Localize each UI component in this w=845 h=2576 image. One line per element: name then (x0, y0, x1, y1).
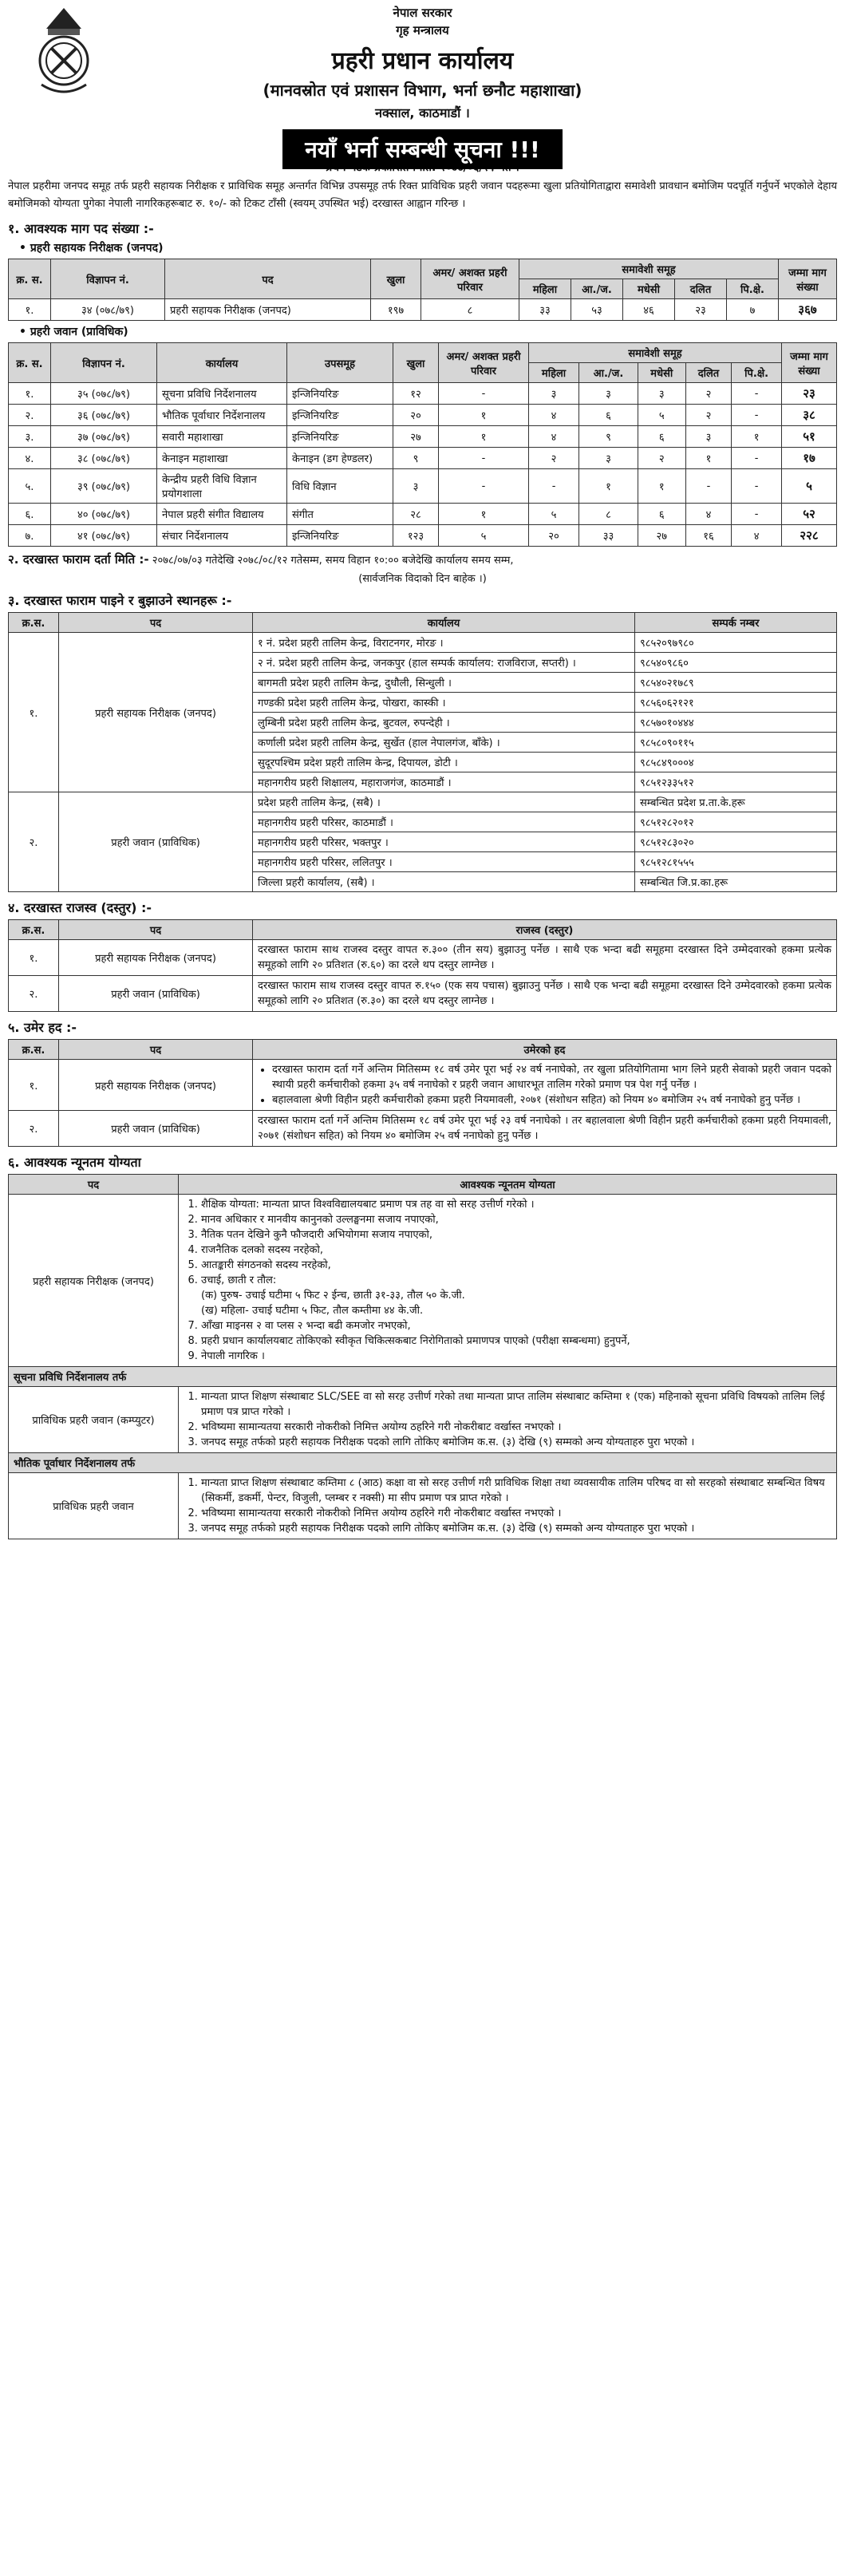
table-row: प्राविधिक प्रहरी जवान 1. मान्यता प्राप्त शिक्षण संस्थाबाट कम्तिमा ८ (आठ) कक्षा वा सो सरह उत्तीर्ण गरी प्राविधिक शिक्षा तथा व्यवसायीक तालिम परिषद वा सो सरहको संस्थाबाट सम्बन्धित विषय (सिकर्मी, डकर्मी, पेन्टर, विजुली, प्लम्बर र नक्सी) मा सीप प्रमाण पत्र प्राप्त गरेको । 2. भविष्यमा सामान्यतया सरकारी नोकरीको निमित्त अयोग्य ठहरिने गरी नोकरीबाट वर्खास्त नभएको । 3. जनपद समूह तर्फको प्रहरी सहायक निरीक्षक पदको लागि तोकिए बमोजिम क.स. (३) देखि (९) सम्मको अन्य योग्यताहरु पुरा भएको । (9, 1473, 837, 1539)
holiday-note: (सार्वजनिक विदाको दिन बाहेक ।) (358, 573, 487, 585)
section-4-title: ४. दरखास्त राजस्व (दस्तुर) :- (8, 900, 152, 915)
col-open: खुला (371, 259, 421, 299)
application-date (8, 551, 837, 569)
table-row: १. प्रहरी सहायक निरीक्षक (जनपद) दरखास्त फाराम साथ राजस्व दस्तुर वापत रु.३०० (तीन सय) बुझाउनु पर्नेछ । साथै एक भन्दा बढी समूहमा दरखास्त दिने उम्मेदवारको हकमा प्रत्येक समूहको लागि २० प्रतिशत (रु.६०) का दरले थप दस्तुर लाग्नेछ । (9, 940, 837, 976)
table-row: महानगरीय प्रहरी शिक्षालय, महाराजगंज, काठमाडौं । ९८५१२३३५१२ (9, 772, 837, 792)
notice-header (8, 0, 837, 163)
col-martyr: अमर/ अशक्त प्रहरी परिवार (421, 259, 519, 299)
gov-name: नेपाल सरकार (393, 6, 452, 20)
notice-title: नयाँ भर्ना सम्बन्धी सूचना !!! (282, 129, 563, 169)
table-row: जिल्ला प्रहरी कार्यालय, (सबै) । सम्बन्धित जि.प्र.का.हरू (9, 872, 837, 892)
fee-table: क्र.स. पद राजस्व (दस्तुर) १. प्रहरी सहायक निरीक्षक (जनपद) दरखास्त फाराम साथ राजस्व दस्तुर वापत रु.३०० (तीन सय) बुझाउनु पर्नेछ । साथै एक भन्दा बढी समूहमा दरखास्त दिने उम्मेदवारको हकमा प्रत्येक समूहको लागि २० प्रतिशत (रु.६०) का दरले थप दस्तुर लाग्नेछ । २. प्रहरी जवान (प्राविधिक) दरखास्त फाराम साथ राजस्व दस्तुर वापत रु.१५० (एक सय पचास) बुझाउनु पर्नेछ । साथै एक भन्दा बढी समूहमा दरखास्त दिने उम्मेदवारको हकमा प्रत्येक समूहको लागि २० प्रतिशत (रु.३०) का दरले थप दस्तुर लाग्नेछ । (8, 919, 837, 1012)
table-row: महानगरीय प्रहरी परिसर, ललितपुर । ९८५१२८१५५५ (9, 852, 837, 872)
col-total: जम्मा माग संख्या (779, 259, 837, 299)
table-row: महानगरीय प्रहरी परिसर, काठमाडौं । ९८५१२८२०१२ (9, 812, 837, 832)
col-adv: विज्ञापन नं. (51, 259, 165, 299)
section-2-title: २. दरखास्त फाराम दर्ता मिति :- (8, 552, 149, 567)
ministry-name: गृह मन्त्रालय (396, 23, 449, 38)
table-row: २ नं. प्रदेश प्रहरी तालिम केन्द्र, जनकपुर (हाल सम्पर्क कार्यालय: राजविराज, सप्तरी) । ९८५४०९८६० (9, 653, 837, 673)
demand-table-constable: क्र. स. विज्ञापन नं. कार्यालय उपसमूह खुला अमर/ अशक्त प्रहरी परिवार समावेशी समूह जम्मा माग संख्या महिला आ./ज. मधेसी दलित पि.क्षे. १. ३५ (०७८/७९) सूचना प्रविधि निर्देशनालय इन्जिनियरिङ १२ - ३ ३ ३ २ - २३ २. ३६ (०७८/७९) भौतिक पूर्वाधार निर्देशनालय इन्जिनियरिङ २० १ ४ ६ ५ २ - ३८ ३. ३७ (०७८/७९) सवारी महाशाखा इन्जिनियरिङ २७ १ ४ ९ ६ ३ १ ५१ ४. ३८ (०७८/७९) केनाइन महाशाखा केनाइन (डग हेण्डलर) ९ - २ ३ २ १ - १७ ५. ३९ (०७८/७९) केन्द्रीय प्रहरी विधि विज्ञान प्रयोगशाला विधि विज्ञान ३ - - १ १ - - ५ ६. ४० (०७८/७९) नेपाल प्रहरी संगीत विद्यालय संगीत २८ १ ५ ८ ६ ४ - ५२ ७. ४१ (०७८/७९) संचार निर्देशनालय इन्जिनियरिङ १२३ ५ २० ३३ २७ १६ ४ २२८ (8, 342, 837, 547)
it-section-row: सूचना प्रविधि निर्देशनालय तर्फ (9, 1367, 837, 1387)
table-row: प्राविधिक प्रहरी जवान (कम्प्युटर) 1. मान्यता प्राप्त शिक्षण संस्थाबाट SLC/SEE वा सो सरह उत्तीर्ण गरेको तथा मान्यता प्राप्त तालिम संस्थाबाट कम्तिमा १ (एक) महिनाको सूचना प्रविधि विषयको तालिम लिई प्रमाण पत्र प्राप्त गरेको । 2. भविष्यमा सामान्यतया सरकारी नोकरीको निमित्त अयोग्य ठहरिने गरी नोकरीबाट वर्खास्त नभएको । 3. जनपद समूह तर्फको प्रहरी सहायक निरीक्षक पदको लागि तोकिए बमोजिम क.स. (३) देखि (९) सम्मको अन्य योग्यताहरु पुरा भएको । (9, 1387, 837, 1453)
section-6-title: ६. आवश्यक न्यूनतम योग्यता (8, 1155, 141, 1170)
section-3-title: ३. दरखास्त फाराम पाइने र बुझाउने स्थानहरू :- (8, 593, 232, 608)
col-backward: पि.क्षे. (727, 279, 779, 299)
infra-section-row: भौतिक पूर्वाधार निर्देशनालय तर्फ (9, 1453, 837, 1473)
table-row: ३. ३७ (०७८/७९) सवारी महाशाखा इन्जिनियरिङ २७ १ ४ ९ ६ ३ १ ५१ (9, 426, 837, 448)
infra-qualification-list: 1. मान्यता प्राप्त शिक्षण संस्थाबाट कम्तिमा ८ (आठ) कक्षा वा सो सरह उत्तीर्ण गरी प्राविधिक शिक्षा तथा व्यवसायीक तालिम परिषद वा सो सरहको संस्थाबाट सम्बन्धित विषय (सिकर्मी, डकर्मी, पेन्टर, विजुली, प्लम्बर र नक्सी) मा सीप प्रमाण पत्र प्राप्त गरेको । 2. भविष्यमा सामान्यतया सरकारी नोकरीको निमित्त अयोग्य ठहरिने गरी नोकरीबाट वर्खास्त नभएको । 3. जनपद समूह तर्फको प्रहरी सहायक निरीक्षक पदको लागि तोकिए बमोजिम क.स. (३) देखि (९) सम्मको अन्य योग्यताहरु पुरा भएको । (184, 1476, 831, 1536)
table-row: १. ३५ (०७८/७९) सूचना प्रविधि निर्देशनालय इन्जिनियरिङ १२ - ३ ३ ३ २ - २३ (9, 383, 837, 405)
col-women: महिला (519, 279, 571, 299)
asi-qualification-list: 1. शैक्षिक योग्यता: मान्यता प्राप्त विश्वविद्यालयबाट प्रमाण पत्र तह वा सो सरह उत्तीर्ण गरेको । 2. मानव अधिकार र मानवीय कानुनको उल्लङ्घनमा सजाय नपाएको, 3. नैतिक पतन देखिने कुनै फौजदारी अभियोगमा सजाय नपाएको, 4. राजनैतिक दलको सदस्य नरहेको, 5. आतङ्कारी संगठनको सदस्य नरहेको, 6. उचाई, छाती र तौल: (क) पुरुष- उचाई घटीमा ५ फिट २ ईन्च, छाती ३१-३३, तौल ५० के.जी. (ख) महिला- उचाई घटीमा ५ फिट, तौल कम्तीमा ४४ के.जी. 7. आँखा माइनस २ वा प्लस २ भन्दा बढी कमजोर नभएको, 8. प्रहरी प्रधान कार्यालयबाट तोकिएको स्वीकृत चिकित्सकबाट निरोगिताको प्रमाणपत्र पाएको (परीक्षा सम्बन्धमा) हुनुपर्ने, 9. नेपाली नागरिक । (184, 1197, 831, 1364)
sub-heading-asi: • प्रहरी सहायक निरीक्षक (जनपद) (19, 242, 164, 255)
section-1-title: १. आवश्यक माग पद संख्या :- (8, 221, 154, 236)
table-row: २. ३६ (०७८/७९) भौतिक पूर्वाधार निर्देशनालय इन्जिनियरिङ २० १ ४ ६ ५ २ - ३८ (9, 405, 837, 426)
table-row: बागमती प्रदेश प्रहरी तालिम केन्द्र, दुधौली, सिन्धुली । ९८५४०२१७८९ (9, 673, 837, 693)
table-row: १. ३४ (०७८/७९) प्रहरी सहायक निरीक्षक (जनपद) १९७ ८ ३३ ५३ ४६ २३ ७ ३६७ (9, 299, 837, 321)
sub-heading-constable: • प्रहरी जवान (प्राविधिक) (19, 326, 128, 338)
age-list: • दरखास्त फाराम दर्ता गर्ने अन्तिम मितिसम्म १८ वर्ष उमेर पूरा भई २४ वर्ष ननाघेको, तर खुला प्रतियोगितामा भाग लिने प्रहरी सेवाको प्रहरी जवान पदको स्थायी प्रहरी कर्मचारीको हकमा ३५ वर्ष ननाघेको र प्रहरी जवान आधारभूत तालिम गरेको प्रमाण पत्र पेश गर्नु पर्नेछ । • बहालवाला श्रेणी विहीन प्रहरी कर्मचारीको हकमा प्रहरी नियमावली, २०७१ (संशोधन सहित) को नियम ४० बमोजिम २५ वर्ष ननाघेको हुनु पर्नेछ । (258, 1062, 831, 1108)
qualification-table: पद आवश्यक न्यूनतम योग्यता प्रहरी सहायक निरीक्षक (जनपद) 1. शैक्षिक योग्यता: मान्यता प्राप्त विश्वविद्यालयबाट प्रमाण पत्र तह वा सो सरह उत्तीर्ण गरेको । 2. मानव अधिकार र मानवीय कानुनको उल्लङ्घनमा सजाय नपाएको, 3. नैतिक पतन देखिने कुनै फौजदारी अभियोगमा सजाय नपाएको, 4. राजनैतिक दलको सदस्य नरहेको, 5. आतङ्कारी संगठनको सदस्य नरहेको, 6. उचाई, छाती र तौल: (क) पुरुष- उचाई घटीमा ५ फिट २ ईन्च, छाती ३१-३३, तौल ५० के.जी. (ख) महिला- उचाई घटीमा ५ फिट, तौल कम्तीमा ४४ के.जी. 7. आँखा माइनस २ वा प्लस २ भन्दा बढी कमजोर नभएको, 8. प्रहरी प्रधान कार्यालयबाट तोकिएको स्वीकृत चिकित्सकबाट निरोगिताको प्रमाणपत्र पाएको (परीक्षा सम्बन्धमा) हुनुपर्ने, 9. नेपाली नागरिक । सूचना प्रविधि निर्देशनालय तर्फ प्राविधिक प्रहरी जवान (कम्प्युटर) 1. मान्यता प्राप्त शिक्षण संस्थाबाट SLC/SEE वा सो सरह उत्तीर्ण गरेको तथा मान्यता प्राप्त तालिम संस्थाबाट कम्तिमा १ (एक) महिनाको सूचना प्रविधि विषयको तालिम लिई प्रमाण पत्र प्राप्त गरेको । 2. भविष्यमा सामान्यतया सरकारी नोकरीको निमित्त अयोग्य ठहरिने गरी नोकरीबाट वर्खास्त नभएको । 3. जनपद समूह तर्फको प्रहरी सहायक निरीक्षक पदको लागि तोकिए बमोजिम क.स. (३) देखि (९) सम्मको अन्य योग्यताहरु पुरा भएको । भौतिक पूर्वाधार निर्देशनालय तर्फ प्राविधिक प्रहरी जवान 1. मान्यता प्राप्त शिक्षण संस्थाबाट कम्तिमा ८ (आठ) कक्षा वा सो सरह उत्तीर्ण गरी प्राविधिक शिक्षा तथा व्यवसायीक तालिम परिषद वा सो सरहको संस्थाबाट सम्बन्धित विषय (सिकर्मी, डकर्मी, पेन्टर, विजुली, प्लम्बर र नक्सी) मा सीप प्रमाण पत्र प्राप्त गरेको । 2. भविष्यमा सामान्यतया सरकारी नोकरीको निमित्त अयोग्य ठहरिने गरी नोकरीबाट वर्खास्त नभएको । 3. जनपद समूह तर्फको प्रहरी सहायक निरीक्षक पदको लागि तोकिए बमोजिम क.स. (३) देखि (९) सम्मको अन्य योग्यताहरु पुरा भएको । (8, 1174, 837, 1539)
age-table: क्र.स. पद उमेरको हद १. प्रहरी सहायक निरीक्षक (जनपद) • दरखास्त फाराम दर्ता गर्ने अन्तिम मितिसम्म १८ वर्ष उमेर पूरा भई २४ वर्ष ननाघेको, तर खुला प्रतियोगितामा भाग लिने प्रहरी सेवाको प्रहरी जवान पदको स्थायी प्रहरी कर्मचारीको हकमा ३५ वर्ष ननाघेको र प्रहरी जवान आधारभूत तालिम गरेको प्रमाण पत्र पेश गर्नु पर्नेछ । • बहालवाला श्रेणी विहीन प्रहरी कर्मचारीको हकमा प्रहरी नियमावली, २०७१ (संशोधन सहित) को नियम ४० बमोजिम २५ वर्ष ननाघेको हुनु पर्नेछ । २. प्रहरी जवान (प्राविधिक) दरखास्त फाराम दर्ता गर्ने अन्तिम मितिसम्म १८ वर्ष उमेर पूरा भई २३ वर्ष ननाघेको । तर बहालवाला श्रेणी विहीन प्रहरी कर्मचारीको हकमा प्रहरी नियमावली, २०७१ (संशोधन सहित) को नियम ४० बमोजिम २५ वर्ष ननाघेको हुनु पर्नेछ । (8, 1039, 837, 1147)
col-post: पद (165, 259, 371, 299)
table-row: प्रहरी सहायक निरीक्षक (जनपद) 1. शैक्षिक योग्यता: मान्यता प्राप्त विश्वविद्यालयबाट प्रमाण पत्र तह वा सो सरह उत्तीर्ण गरेको । 2. मानव अधिकार र मानवीय कानुनको उल्लङ्घनमा सजाय नपाएको, 3. नैतिक पतन देखिने कुनै फौजदारी अभियोगमा सजाय नपाएको, 4. राजनैतिक दलको सदस्य नरहेको, 5. आतङ्कारी संगठनको सदस्य नरहेको, 6. उचाई, छाती र तौल: (क) पुरुष- उचाई घटीमा ५ फिट २ ईन्च, छाती ३१-३३, तौल ५० के.जी. (ख) महिला- उचाई घटीमा ५ फिट, तौल कम्तीमा ४४ के.जी. 7. आँखा माइनस २ वा प्लस २ भन्दा बढी कमजोर नभएको, 8. प्रहरी प्रधान कार्यालयबाट तोकिएको स्वीकृत चिकित्सकबाट निरोगिताको प्रमाणपत्र पाएको (परीक्षा सम्बन्धमा) हुनुपर्ने, 9. नेपाली नागरिक । (9, 1195, 837, 1367)
locations-table: क्र.स. पद कार्यालय सम्पर्क नम्बर १. प्रहरी सहायक निरीक्षक (जनपद) १ नं. प्रदेश प्रहरी तालिम केन्द्र, विराटनगर, मोरङ । ९८५२०९७९८० २ नं. प्रदेश प्रहरी तालिम केन्द्र, जनकपुर (हाल सम्पर्क कार्यालय: राजविराज, सप्तरी) । ९८५४०९८६० बागमती प्रदेश प्रहरी तालिम केन्द्र, दुधौली, सिन्धुली । ९८५४०२१७८९ गण्डकी प्रदेश प्रहरी तालिम केन्द्र, पोखरा, कास्की । ९८५६०६२१२१ लुम्बिनी प्रदेश प्रहरी तालिम केन्द्र, बुटवल, रुपन्देही । ९८५७०१०४४४ कर्णाली प्रदेश प्रहरी तालिम केन्द्र, सुर्खेत (हाल नेपालगंज, बाँके) । ९८५८०९०११५ सुदूरपश्चिम प्रदेश प्रहरी तालिम केन्द्र, दिपायल, डोटी । ९८५८४९०००४ महानगरीय प्रहरी शिक्षालय, महाराजगंज, काठमाडौं । ९८५१२३३५१२ २. प्रहरी जवान (प्राविधिक) प्रदेश प्रहरी तालिम केन्द्र, (सबै) । सम्बन्धित प्रदेश प्र.ता.के.हरू महानगरीय प्रहरी परिसर, काठमाडौं । ९८५१२८२०१२ महानगरीय प्रहरी परिसर, भक्तपुर । ९८५१२८३०२० महानगरीय प्रहरी परिसर, ललितपुर । ९८५१२८१५५५ जिल्ला प्रहरी कार्यालय, (सबै) । सम्बन्धित जि.प्र.का.हरू (8, 612, 837, 892)
col-inclusive: समावेशी समूह (519, 259, 779, 279)
table-row: २. प्रहरी जवान (प्राविधिक) दरखास्त फाराम साथ राजस्व दस्तुर वापत रु.१५० (एक सय पचास) बुझाउनु पर्नेछ । साथै एक भन्दा बढी समूहमा दरखास्त दिने उम्मेदवारको हकमा प्रत्येक समूहको लागि २० प्रतिशत (रु.३०) का दरले थप दस्तुर लाग्नेछ । (9, 976, 837, 1012)
table-row: ६. ४० (०७८/७९) नेपाल प्रहरी संगीत विद्यालय संगीत २८ १ ५ ८ ६ ४ - ५२ (9, 504, 837, 525)
table-row: ५. ३९ (०७८/७९) केन्द्रीय प्रहरी विधि विज्ञान प्रयोगशाला विधि विज्ञान ३ - - १ १ - - ५ (9, 469, 837, 504)
section-5-title: ५. उमेर हद :- (8, 1020, 77, 1035)
table-row: लुम्बिनी प्रदेश प्रहरी तालिम केन्द्र, बुटवल, रुपन्देही । ९८५७०१०४४४ (9, 713, 837, 733)
table-row: ४. ३८ (०७८/७९) केनाइन महाशाखा केनाइन (डग हेण्डलर) ९ - २ ३ २ १ - १७ (9, 448, 837, 469)
it-qualification-list: 1. मान्यता प्राप्त शिक्षण संस्थाबाट SLC/SEE वा सो सरह उत्तीर्ण गरेको तथा मान्यता प्राप्त तालिम संस्थाबाट कम्तिमा १ (एक) महिनाको सूचना प्रविधि विषयको तालिम लिई प्रमाण पत्र प्राप्त गरेको । 2. भविष्यमा सामान्यतया सरकारी नोकरीको निमित्त अयोग्य ठहरिने गरी नोकरीबाट वर्खास्त नभएको । 3. जनपद समूह तर्फको प्रहरी सहायक निरीक्षक पदको लागि तोकिए बमोजिम क.स. (३) देखि (९) सम्मको अन्य योग्यताहरु पुरा भएको । (184, 1389, 831, 1450)
table-row: २. प्रहरी जवान (प्राविधिक) प्रदेश प्रहरी तालिम केन्द्र, (सबै) । सम्बन्धित प्रदेश प्र.ता.के.हरू (9, 792, 837, 812)
table-row: ७. ४१ (०७८/७९) संचार निर्देशनालय इन्जिनियरिङ १२३ ५ २० ३३ २७ १६ ४ २२८ (9, 525, 837, 547)
intro-paragraph: नेपाल प्रहरीमा जनपद समूह तर्फ प्रहरी सहायक निरीक्षक र प्राविधिक समूह अन्तर्गत विभिन्न उपसमूह तर्फ रिक्त प्राविधिक प्रहरी जवान पदहरूमा खुला प्रतियोगिताद्वारा समावेशी प्रावधान बमोजिम पदपूर्ति गर्नुपर्ने भएकोले देहाय बमोजिमको योग्यता पुगेका नेपाली नागरिकहरूबाट रु. १०/- को टिकट टाँसी (स्वयम् उपस्थित भई) दरखास्त आह्वान गरिन्छ । (8, 180, 837, 210)
col-madhesi: मधेसी (623, 279, 675, 299)
table-row: गण्डकी प्रदेश प्रहरी तालिम केन्द्र, पोखरा, कास्की । ९८५६०६२१२१ (9, 693, 837, 713)
table-row: १. प्रहरी सहायक निरीक्षक (जनपद) १ नं. प्रदेश प्रहरी तालिम केन्द्र, विराटनगर, मोरङ । ९८५२०९७९८० (9, 633, 837, 653)
application-date-range: २०७८/०७/०३ गतेदेखि २०७८/०८/१२ गतेसम्म, समय विहान १०:०० बजेदेखि कार्यालय समय सम्म, (152, 555, 514, 567)
table-row: १. प्रहरी सहायक निरीक्षक (जनपद) • दरखास्त फाराम दर्ता गर्ने अन्तिम मितिसम्म १८ वर्ष उमेर पूरा भई २४ वर्ष ननाघेको, तर खुला प्रतियोगितामा भाग लिने प्रहरी सेवाको प्रहरी जवान पदको स्थायी प्रहरी कर्मचारीको हकमा ३५ वर्ष ननाघेको र प्रहरी जवान आधारभूत तालिम गरेको प्रमाण पत्र पेश गर्नु पर्नेछ । • बहालवाला श्रेणी विहीन प्रहरी कर्मचारीको हकमा प्रहरी नियमावली, २०७१ (संशोधन सहित) को नियम ४० बमोजिम २५ वर्ष ननाघेको हुनु पर्नेछ । (9, 1060, 837, 1111)
office-location: नक्साल, काठमाडौं । (375, 105, 470, 121)
col-dalit: दलित (675, 279, 727, 299)
office-name: प्रहरी प्रधान कार्यालय (331, 47, 514, 75)
police-emblem-icon (24, 5, 104, 101)
demand-table-asi (8, 259, 837, 321)
division-name: (मानवस्रोत एवं प्रशासन विभाग, भर्ना छनौट महाशाखा) (263, 81, 582, 100)
table-row: सुदूरपश्चिम प्रदेश प्रहरी तालिम केन्द्र, दिपायल, डोटी । ९८५८४९०००४ (9, 753, 837, 772)
col-adiwasi: आ./ज. (571, 279, 623, 299)
table-row: महानगरीय प्रहरी परिसर, भक्तपुर । ९८५१२८३०२० (9, 832, 837, 852)
table-row: २. प्रहरी जवान (प्राविधिक) दरखास्त फाराम दर्ता गर्ने अन्तिम मितिसम्म १८ वर्ष उमेर पूरा भई २३ वर्ष ननाघेको । तर बहालवाला श्रेणी विहीन प्रहरी कर्मचारीको हकमा प्रहरी नियमावली, २०७१ (संशोधन सहित) को नियम ४० बमोजिम २५ वर्ष ननाघेको हुनु पर्नेछ । (9, 1111, 837, 1147)
table-row: कर्णाली प्रदेश प्रहरी तालिम केन्द्र, सुर्खेत (हाल नेपालगंज, बाँके) । ९८५८०९०११५ (9, 733, 837, 753)
col-sn: क्र. स. (9, 259, 51, 299)
